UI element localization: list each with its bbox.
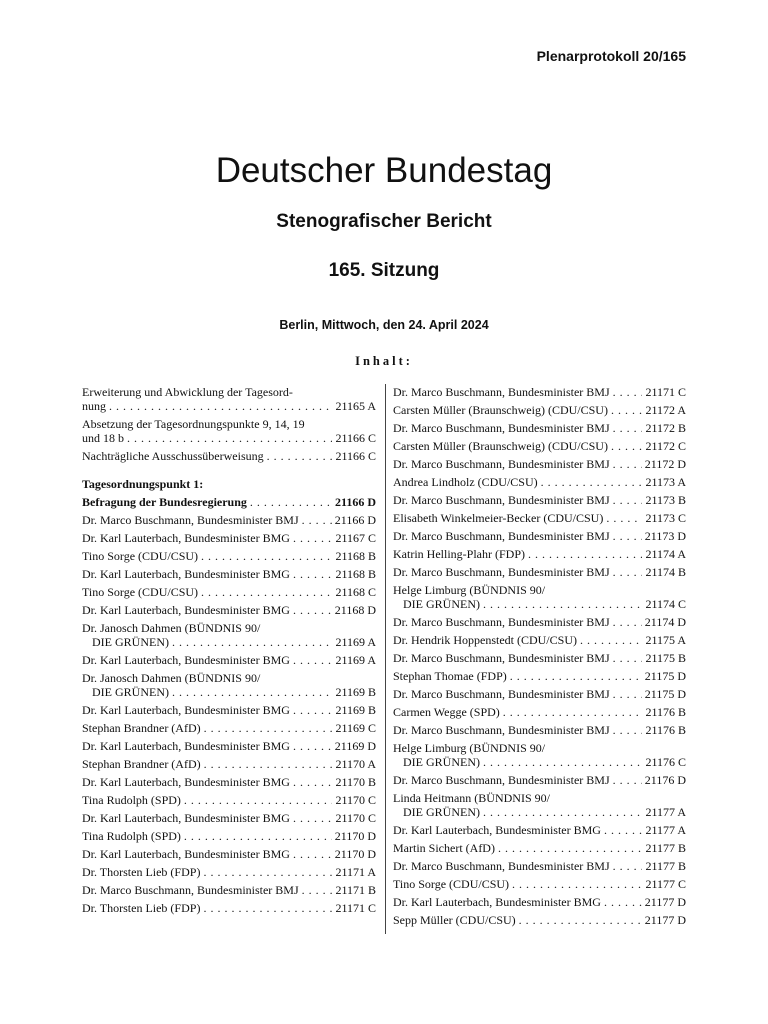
toc-page-reference: 21168 D <box>334 603 376 617</box>
toc-page-reference: 21168 B <box>335 549 376 563</box>
toc-page-reference: 21175 D <box>644 669 686 683</box>
leader-dots <box>613 773 642 787</box>
toc-page-reference: 21177 B <box>645 841 686 855</box>
leader-dots <box>613 493 643 507</box>
toc-entry <box>393 547 686 561</box>
leader-dots <box>613 615 642 629</box>
toc-entry <box>82 671 376 699</box>
toc-entry-text: DIE GRÜNEN) <box>403 755 480 769</box>
toc-page-reference: 21172 A <box>645 403 686 417</box>
toc-entry <box>82 739 376 753</box>
toc-entry <box>393 493 686 507</box>
toc-page-reference: 21173 C <box>645 511 686 525</box>
leader-dots <box>510 669 642 683</box>
toc-page-reference: 21176 B <box>645 723 686 737</box>
toc-page-reference: 21170 A <box>335 757 376 771</box>
leader-dots <box>293 847 332 861</box>
toc-entry-text: Stephan Thomae (FDP) <box>393 669 507 683</box>
toc-entry-text: Dr. Marco Buschmann, Bundesminister BMJ <box>393 651 610 665</box>
leader-dots <box>203 901 332 915</box>
toc-entry-text: Befragung der Bundesregierung <box>82 495 247 509</box>
leader-dots <box>613 859 643 873</box>
leader-dots <box>613 529 642 543</box>
toc-entry <box>393 773 686 787</box>
toc-page-reference: 21168 B <box>335 567 376 581</box>
toc-page-reference: 21177 B <box>645 859 686 873</box>
toc-entry <box>393 439 686 453</box>
leader-dots <box>293 703 332 717</box>
toc-entry-text: Dr. Marco Buschmann, Bundesminister BMJ <box>393 615 610 629</box>
toc-page-reference: 21169 B <box>335 685 376 699</box>
toc-entry-text: Dr. Karl Lauterbach, Bundesminister BMG <box>393 895 601 909</box>
toc-entry-text: Dr. Karl Lauterbach, Bundesminister BMG <box>82 739 290 753</box>
toc-entry-text: Carmen Wegge (SPD) <box>393 705 500 719</box>
leader-dots <box>293 567 332 581</box>
leader-dots <box>267 449 333 463</box>
protocol-number: Plenarprotokoll 20/165 <box>536 48 686 64</box>
toc-entry-text: Dr. Marco Buschmann, Bundesminister BMJ <box>82 883 299 897</box>
session-number: 165. Sitzung <box>328 260 440 281</box>
toc-entry <box>393 421 686 435</box>
toc-entry-text: Dr. Janosch Dahmen (BÜNDNIS 90/ <box>82 671 261 685</box>
toc-entry-text: Absetzung der Tagesordnungspunkte 9, 14, 19 <box>82 417 305 431</box>
toc-entry-text: Stephan Brandner (AfD) <box>82 757 201 771</box>
leader-dots <box>250 495 332 509</box>
toc-page-reference: 21166 C <box>335 449 376 463</box>
leader-dots <box>483 597 642 611</box>
toc-entry-text: DIE GRÜNEN) <box>403 805 480 819</box>
toc-entry-text: Dr. Karl Lauterbach, Bundesminister BMG <box>82 531 290 545</box>
toc-page-reference: 21177 A <box>645 823 686 837</box>
toc-page-reference: 21169 A <box>335 653 376 667</box>
toc-page-reference: 21177 D <box>644 895 686 909</box>
leader-dots <box>204 721 333 735</box>
toc-entry-text: Dr. Marco Buschmann, Bundesminister BMJ <box>393 687 610 701</box>
toc-entry <box>393 913 686 927</box>
toc-entry-text: Dr. Janosch Dahmen (BÜNDNIS 90/ <box>82 621 261 635</box>
leader-dots <box>293 739 332 753</box>
toc-page-reference: 21171 C <box>645 385 686 399</box>
toc-page-reference: 21165 A <box>335 399 376 413</box>
toc-entry <box>82 703 376 717</box>
toc-entry-text: Dr. Marco Buschmann, Bundesminister BMJ <box>82 513 299 527</box>
toc-page-reference: 21174 B <box>645 565 686 579</box>
toc-entry <box>82 721 376 735</box>
toc-entry <box>393 895 686 909</box>
toc-page-reference: 21170 D <box>334 829 376 843</box>
toc-page-reference: 21176 C <box>645 755 686 769</box>
toc-page-reference: 21177 A <box>645 805 686 819</box>
toc-entry-text: Andrea Lindholz (CDU/CSU) <box>393 475 538 489</box>
toc-entry-text: Sepp Müller (CDU/CSU) <box>393 913 516 927</box>
toc-entry <box>82 449 376 463</box>
toc-entry <box>82 653 376 667</box>
toc-entry-text: Stephan Brandner (AfD) <box>82 721 201 735</box>
leader-dots <box>293 653 332 667</box>
toc-page-reference: 21173 B <box>645 493 686 507</box>
toc-entry <box>393 529 686 543</box>
toc-entry <box>82 385 376 413</box>
toc-entry-text: Dr. Karl Lauterbach, Bundesminister BMG <box>393 823 601 837</box>
leader-dots <box>580 633 642 647</box>
leader-dots <box>528 547 642 561</box>
leader-dots <box>498 841 642 855</box>
toc-entry <box>393 651 686 665</box>
toc-page-reference: 21174 C <box>645 597 686 611</box>
leader-dots <box>302 513 332 527</box>
toc-entry <box>393 705 686 719</box>
leader-dots <box>541 475 643 489</box>
toc-entry <box>82 495 376 509</box>
leader-dots <box>613 651 643 665</box>
leader-dots <box>613 687 642 701</box>
toc-page-reference: 21172 B <box>645 421 686 435</box>
leader-dots <box>293 775 332 789</box>
toc-page-reference: 21166 D <box>334 495 376 509</box>
toc-entry <box>82 531 376 545</box>
toc-entry-text: Dr. Marco Buschmann, Bundesminister BMJ <box>393 723 610 737</box>
toc-entry <box>393 877 686 891</box>
toc-entry-text: Dr. Thorsten Lieb (FDP) <box>82 901 201 915</box>
toc-right-column <box>393 385 686 931</box>
leader-dots <box>483 805 642 819</box>
toc-entry <box>393 669 686 683</box>
toc-entry-text: Elisabeth Winkelmeier-Becker (CDU/CSU) <box>393 511 604 525</box>
toc-entry-text: Tino Sorge (CDU/CSU) <box>393 877 510 891</box>
contents-heading: Inhalt: <box>355 354 413 368</box>
leader-dots <box>293 603 332 617</box>
toc-page-reference: 21177 D <box>644 913 686 927</box>
toc-entry <box>82 757 376 771</box>
toc-entry-text: Dr. Marco Buschmann, Bundesminister BMJ <box>393 493 610 507</box>
toc-page-reference: 21169 C <box>335 721 376 735</box>
leader-dots <box>503 705 643 719</box>
leader-dots <box>204 757 333 771</box>
toc-entry-text: Helge Limburg (BÜNDNIS 90/ <box>393 741 546 755</box>
toc-entry-text: Dr. Karl Lauterbach, Bundesminister BMG <box>82 603 290 617</box>
leader-dots <box>613 457 642 471</box>
toc-page-reference: 21170 B <box>335 775 376 789</box>
leader-dots <box>519 913 642 927</box>
toc-entry <box>82 775 376 789</box>
toc-page-reference: 21174 A <box>645 547 686 561</box>
toc-entry <box>82 883 376 897</box>
toc-entry-text: Carsten Müller (Braunschweig) (CDU/CSU) <box>393 439 608 453</box>
dateline: Berlin, Mittwoch, den 24. April 2024 <box>279 318 489 332</box>
toc-page-reference: 21166 C <box>335 431 376 445</box>
toc-entry-text: Dr. Marco Buschmann, Bundesminister BMJ <box>393 773 610 787</box>
toc-entry <box>82 793 376 807</box>
toc-entry-text: Dr. Karl Lauterbach, Bundesminister BMG <box>82 567 290 581</box>
toc-entry-text: Tagesordnungspunkt 1: <box>82 477 204 491</box>
leader-dots <box>201 549 332 563</box>
leader-dots <box>611 439 642 453</box>
toc-entry <box>393 403 686 417</box>
toc-entry-text: Tino Sorge (CDU/CSU) <box>82 585 199 599</box>
leader-dots <box>293 531 332 545</box>
toc-entry <box>393 565 686 579</box>
toc-page-reference: 21173 D <box>644 529 686 543</box>
toc-page-reference: 21167 C <box>335 531 376 545</box>
toc-page-reference: 21175 A <box>645 633 686 647</box>
toc-entry-text: Tina Rudolph (SPD) <box>82 829 181 843</box>
toc-entry-text: Dr. Karl Lauterbach, Bundesminister BMG <box>82 653 290 667</box>
column-divider <box>385 384 386 934</box>
toc-entry <box>393 741 686 769</box>
toc-entry-text: Dr. Marco Buschmann, Bundesminister BMJ <box>393 421 610 435</box>
toc-entry <box>82 417 376 445</box>
toc-page-reference: 21169 A <box>335 635 376 649</box>
toc-entry <box>82 865 376 879</box>
toc-entry-text: Erweiterung und Abwicklung der Tagesord- <box>82 385 293 399</box>
toc-section-heading <box>82 477 376 491</box>
toc-entry-text: DIE GRÜNEN) <box>92 685 169 699</box>
toc-page-reference: 21169 D <box>334 739 376 753</box>
toc-entry <box>82 901 376 915</box>
toc-entry-text: Martin Sichert (AfD) <box>393 841 495 855</box>
toc-entry <box>82 811 376 825</box>
toc-entry-text: Dr. Marco Buschmann, Bundesminister BMJ <box>393 565 610 579</box>
toc-entry-text: Tina Rudolph (SPD) <box>82 793 181 807</box>
toc-entry-text: Dr. Karl Lauterbach, Bundesminister BMG <box>82 811 290 825</box>
toc-entry-text: nung <box>82 399 106 413</box>
toc-entry-text: DIE GRÜNEN) <box>403 597 480 611</box>
toc-entry <box>82 603 376 617</box>
toc-page-reference: 21171 A <box>335 865 376 879</box>
document-title: Deutscher Bundestag <box>215 151 553 190</box>
leader-dots <box>604 823 642 837</box>
toc-page-reference: 21174 D <box>644 615 686 629</box>
toc-page-reference: 21175 B <box>645 651 686 665</box>
toc-entry-text: Dr. Marco Buschmann, Bundesminister BMJ <box>393 859 610 873</box>
toc-entry <box>393 823 686 837</box>
leader-dots <box>201 585 332 599</box>
toc-page-reference: 21173 A <box>645 475 686 489</box>
leader-dots <box>613 421 643 435</box>
leader-dots <box>172 635 332 649</box>
toc-page-reference: 21171 B <box>335 883 376 897</box>
toc-entry <box>393 791 686 819</box>
leader-dots <box>172 685 332 699</box>
toc-entry <box>393 475 686 489</box>
toc-entry <box>82 585 376 599</box>
toc-entry <box>393 723 686 737</box>
toc-page-reference: 21171 C <box>335 901 376 915</box>
toc-entry <box>393 511 686 525</box>
toc-page-reference: 21169 B <box>335 703 376 717</box>
toc-entry <box>393 385 686 399</box>
toc-entry-text: Dr. Karl Lauterbach, Bundesminister BMG <box>82 775 290 789</box>
document-subtitle: Stenografischer Bericht <box>276 211 492 232</box>
toc-entry-text: Katrin Helling-Plahr (FDP) <box>393 547 525 561</box>
toc-page-reference: 21172 D <box>644 457 686 471</box>
toc-entry-text: Dr. Thorsten Lieb (FDP) <box>82 865 201 879</box>
toc-entry <box>393 841 686 855</box>
toc-entry-text: Helge Limburg (BÜNDNIS 90/ <box>393 583 546 597</box>
leader-dots <box>613 565 643 579</box>
toc-entry <box>393 633 686 647</box>
toc-entry-text: Dr. Marco Buschmann, Bundesminister BMJ <box>393 457 610 471</box>
toc-page-reference: 21170 C <box>335 793 376 807</box>
toc-entry <box>82 847 376 861</box>
leader-dots <box>512 877 642 891</box>
toc-entry <box>82 621 376 649</box>
toc-page-reference: 21175 D <box>644 687 686 701</box>
leader-dots <box>302 883 333 897</box>
toc-page-reference: 21170 D <box>334 847 376 861</box>
leader-dots <box>604 895 642 909</box>
toc-page-reference: 21172 C <box>645 439 686 453</box>
toc-entry <box>393 687 686 701</box>
toc-left-column <box>82 385 376 919</box>
toc-page-reference: 21166 D <box>334 513 376 527</box>
toc-entry-text: Dr. Karl Lauterbach, Bundesminister BMG <box>82 847 290 861</box>
toc-entry-text: Dr. Karl Lauterbach, Bundesminister BMG <box>82 703 290 717</box>
toc-entry <box>82 513 376 527</box>
toc-entry <box>393 615 686 629</box>
toc-entry-text: Carsten Müller (Braunschweig) (CDU/CSU) <box>393 403 608 417</box>
leader-dots <box>184 829 332 843</box>
toc-page-reference: 21176 D <box>644 773 686 787</box>
toc-entry <box>82 829 376 843</box>
leader-dots <box>127 431 332 445</box>
leader-dots <box>613 385 643 399</box>
leader-dots <box>483 755 642 769</box>
toc-entry <box>82 567 376 581</box>
leader-dots <box>606 511 642 525</box>
toc-entry-text: Linda Heitmann (BÜNDNIS 90/ <box>393 791 550 805</box>
leader-dots <box>293 811 332 825</box>
toc-entry-text: Dr. Marco Buschmann, Bundesminister BMJ <box>393 385 610 399</box>
toc-entry <box>82 549 376 563</box>
toc-entry <box>393 583 686 611</box>
leader-dots <box>613 723 643 737</box>
toc-entry-text: und 18 b <box>82 431 124 445</box>
toc-entry-text: DIE GRÜNEN) <box>92 635 169 649</box>
leader-dots <box>611 403 642 417</box>
toc-entry <box>393 457 686 471</box>
toc-entry-text: Tino Sorge (CDU/CSU) <box>82 549 199 563</box>
toc-entry <box>393 859 686 873</box>
toc-page-reference: 21168 C <box>335 585 376 599</box>
leader-dots <box>109 399 332 413</box>
toc-page-reference: 21170 C <box>335 811 376 825</box>
toc-entry-text: Dr. Hendrik Hoppenstedt (CDU/CSU) <box>393 633 577 647</box>
toc-page-reference: 21176 B <box>645 705 686 719</box>
leader-dots <box>203 865 332 879</box>
toc-entry-text: Dr. Marco Buschmann, Bundesminister BMJ <box>393 529 610 543</box>
leader-dots <box>184 793 333 807</box>
toc-entry-text: Nachträgliche Ausschussüberweisung <box>82 449 264 463</box>
toc-page-reference: 21177 C <box>645 877 686 891</box>
